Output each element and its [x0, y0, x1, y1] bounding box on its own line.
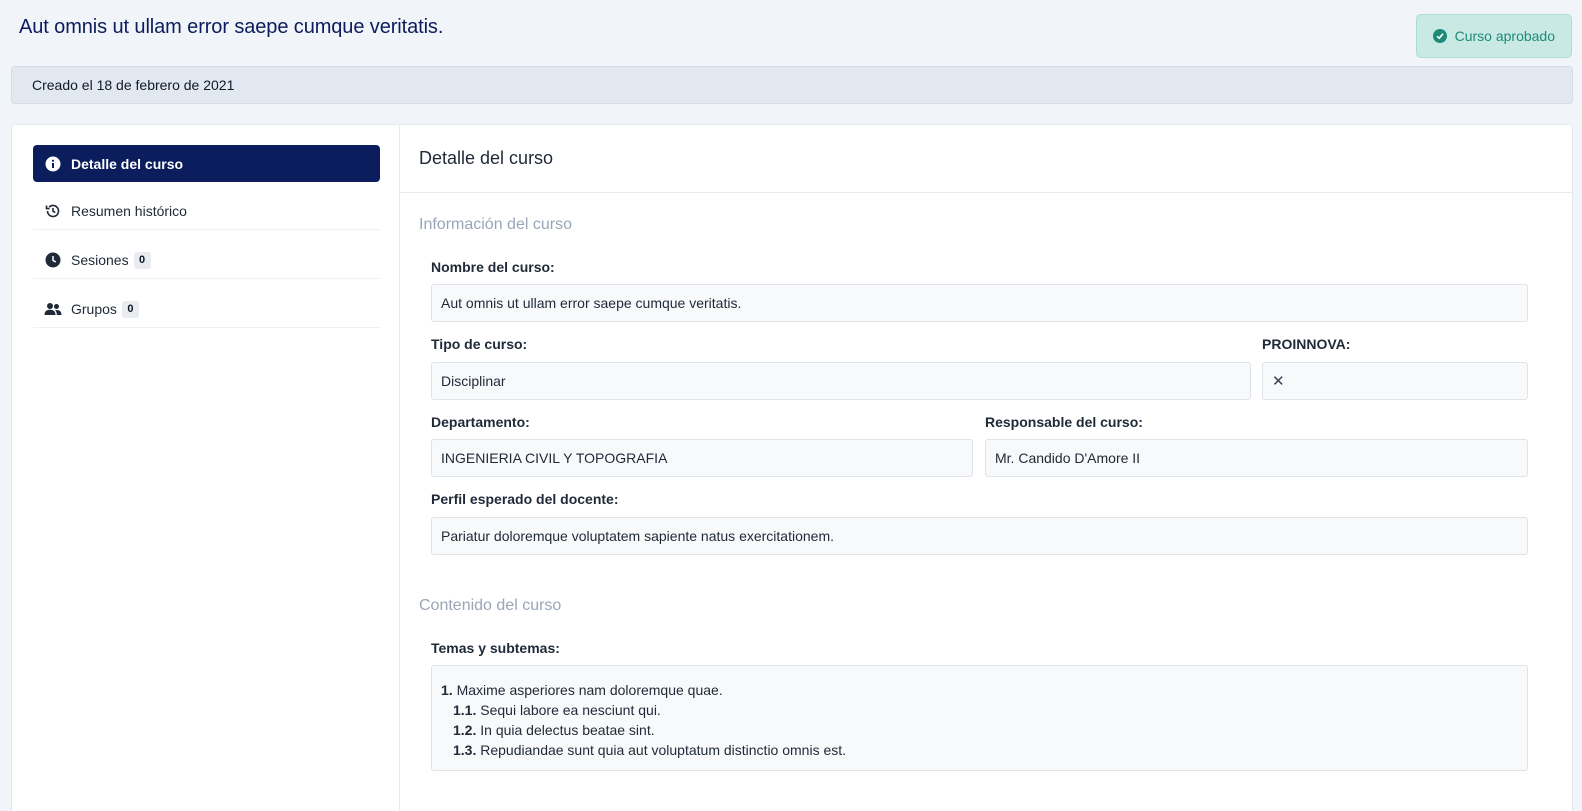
department-label: Departamento:: [431, 414, 530, 430]
topics-label: Temas y subtemas:: [431, 640, 560, 656]
page-title: Aut omnis ut ullam error saepe cumque veritatis.: [19, 16, 444, 38]
panel-header: [400, 125, 1572, 193]
check-circle-icon: [1433, 29, 1447, 43]
sidebar-item-label: Resumen histórico: [71, 203, 187, 219]
teacher-profile-field: Pariatur doloremque voluptatem sapiente natus exercitationem.: [431, 517, 1528, 555]
proinnova-label: PROINNOVA:: [1262, 336, 1351, 352]
users-icon: [44, 300, 62, 318]
section-title-info: Información del curso: [419, 216, 572, 233]
list-item: 1.2. In quia delectus beatae sint.: [453, 722, 655, 738]
course-type-field: Disciplinar: [431, 362, 1251, 400]
course-detail-panel: [400, 125, 1572, 811]
close-icon: ✕: [1272, 373, 1285, 390]
sidebar-item-grupos[interactable]: [33, 291, 380, 328]
sidebar-item-label: Sesiones: [71, 252, 129, 268]
course-name-label: Nombre del curso:: [431, 259, 555, 275]
clock-icon: [44, 251, 62, 269]
sidebar-item-label: Detalle del curso: [71, 155, 184, 172]
responsible-field: Mr. Candido D'Amore II: [985, 439, 1528, 477]
sidebar-item-label: Grupos: [71, 301, 117, 317]
teacher-profile-label: Perfil esperado del docente:: [431, 491, 619, 507]
sidebar-item-resumen[interactable]: [33, 193, 380, 230]
list-item: 1.1. Sequi labore ea nesciunt qui.: [453, 702, 661, 718]
history-icon: [44, 202, 62, 220]
created-date-text: Creado el 18 de febrero de 2021: [32, 77, 235, 93]
panel-title: Detalle del curso: [419, 148, 554, 168]
list-item: 1.3. Repudiandae sunt quia aut voluptatum distinctio omnis est.: [453, 742, 847, 758]
status-badge-label: Curso aprobado: [1454, 28, 1555, 44]
course-type-label: Tipo de curso:: [431, 336, 528, 352]
department-field: INGENIERIA CIVIL Y TOPOGRAFIA: [431, 439, 973, 477]
course-name-field: Aut omnis ut ullam error saepe cumque veritatis.: [431, 284, 1528, 322]
sessions-count-badge: 0: [134, 252, 151, 269]
info-circle-icon: [44, 155, 62, 173]
groups-count-badge: 0: [122, 301, 139, 318]
status-badge: [1416, 14, 1572, 58]
responsible-label: Responsable del curso:: [985, 414, 1143, 430]
list-item: 1. Maxime asperiores nam doloremque quae.: [441, 682, 723, 698]
sidebar-item-detalle[interactable]: [33, 145, 380, 182]
topics-list: [431, 665, 1528, 771]
sidebar-item-sesiones[interactable]: [33, 242, 380, 279]
section-title-content: Contenido del curso: [419, 597, 562, 614]
created-date-bar: [11, 66, 1573, 104]
page-header: [0, 0, 1582, 62]
proinnova-field: [1262, 362, 1528, 400]
sidebar: [12, 125, 400, 811]
course-card: [11, 124, 1573, 811]
